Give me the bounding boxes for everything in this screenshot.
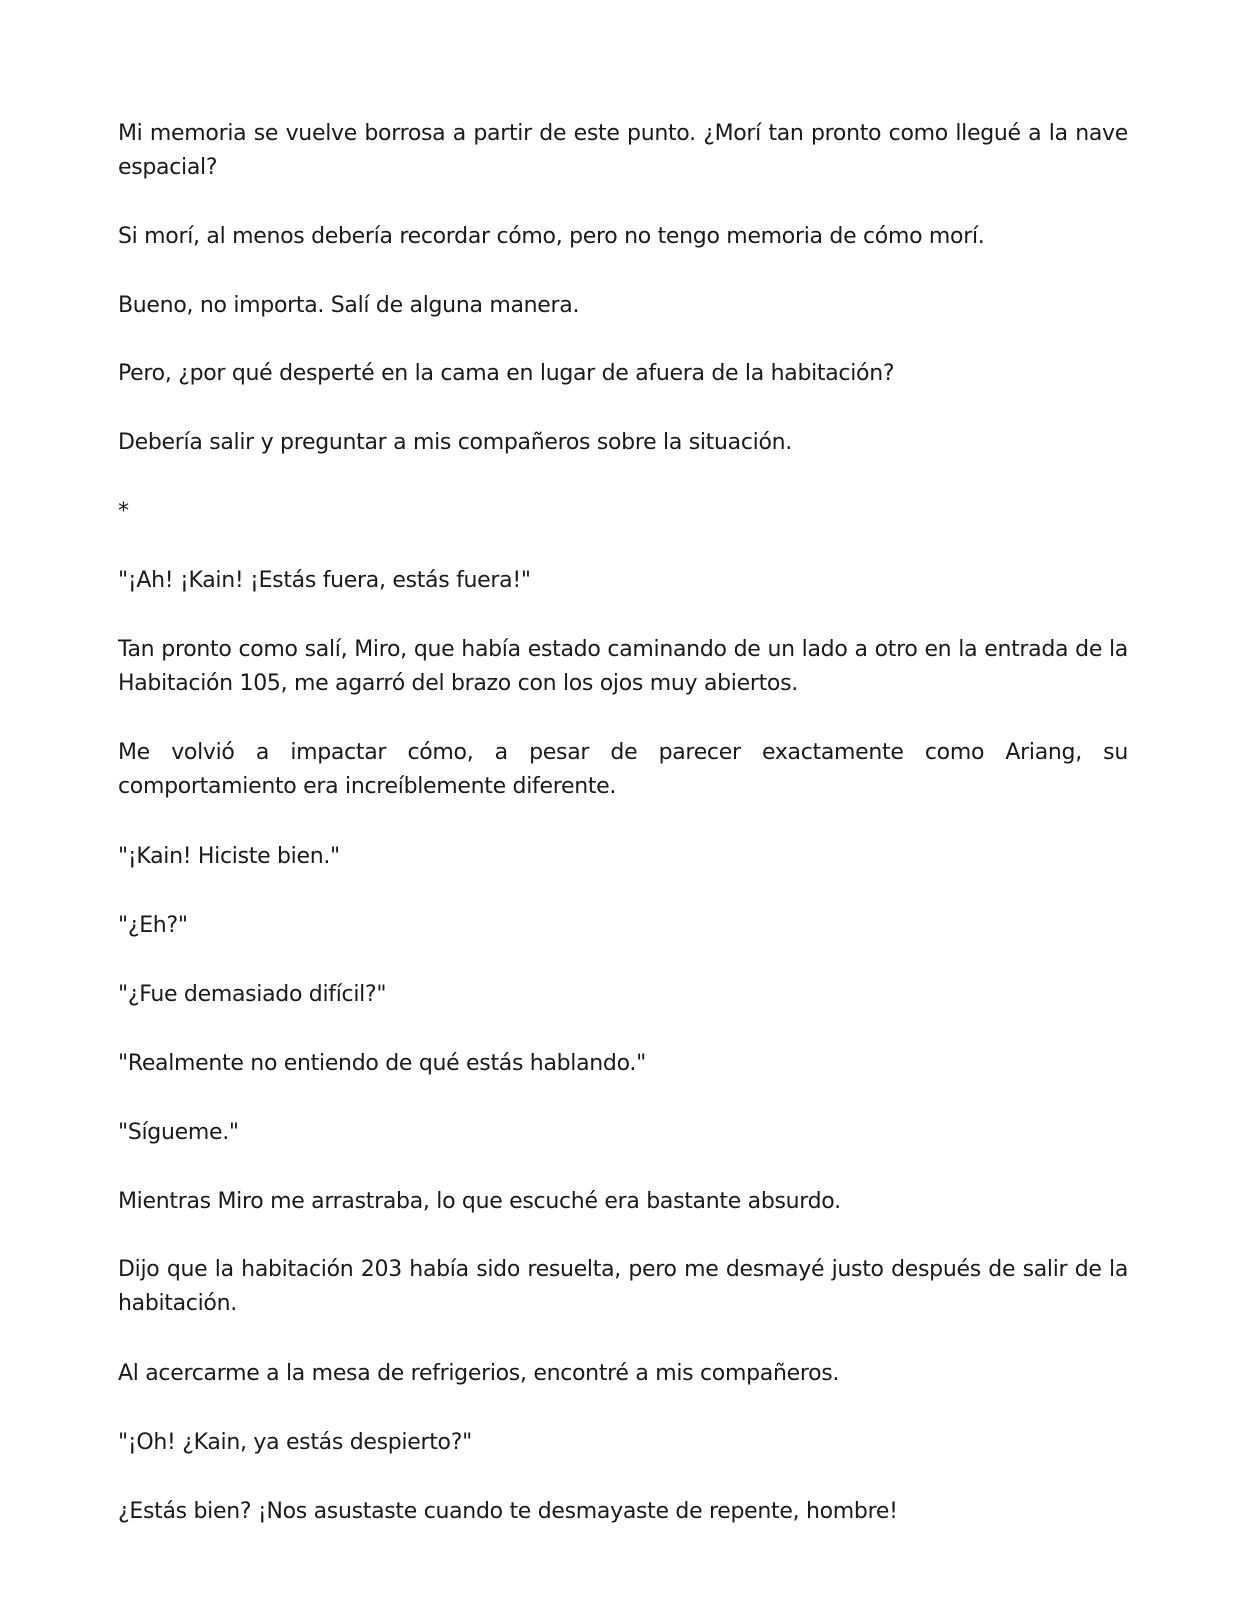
scene-break: * bbox=[118, 499, 129, 524]
paragraph-5: Debería salir y preguntar a mis compañeros sobre la situación. bbox=[118, 430, 792, 455]
paragraph-9: Me volvió a impactar cómo, a pesar de parecer exactamente como Ariang, su comportamiento era increíblemente diferente. bbox=[118, 740, 1128, 799]
paragraph-16: Dijo que la habitación 203 había sido resuelta, pero me desmayé justo después de salir de la habitación. bbox=[118, 1257, 1128, 1316]
paragraph-1: Mi memoria se vuelve borrosa a partir de este punto. ¿Morí tan pronto como llegué a la nave espacial? bbox=[118, 121, 1128, 180]
paragraph-7: "¡Ah! ¡Kain! ¡Estás fuera, estás fuera!" bbox=[118, 568, 531, 593]
paragraph-18: "¡Oh! ¿Kain, ya estás despierto?" bbox=[118, 1430, 472, 1455]
paragraph-13: "Realmente no entiendo de qué estás hablando." bbox=[118, 1051, 646, 1076]
paragraph-8: Tan pronto como salí, Miro, que había estado caminando de un lado a otro en la entrada de la Habitación 105, me agarró del brazo con los ojos muy abiertos. bbox=[118, 637, 1128, 696]
paragraph-17: Al acercarme a la mesa de refrigerios, encontré a mis compañeros. bbox=[118, 1361, 840, 1386]
paragraph-3: Bueno, no importa. Salí de alguna manera. bbox=[118, 293, 580, 318]
paragraph-19: ¿Estás bien? ¡Nos asustaste cuando te desmayaste de repente, hombre! bbox=[118, 1499, 898, 1524]
paragraph-12: "¿Fue demasiado difícil?" bbox=[118, 982, 387, 1007]
paragraph-11: "¿Eh?" bbox=[118, 913, 188, 938]
paragraph-4: Pero, ¿por qué desperté en la cama en lugar de afuera de la habitación? bbox=[118, 361, 895, 386]
paragraph-14: "Sígueme." bbox=[118, 1120, 239, 1145]
paragraph-15: Mientras Miro me arrastraba, lo que escuché era bastante absurdo. bbox=[118, 1189, 841, 1214]
paragraph-2: Si morí, al menos debería recordar cómo, pero no tengo memoria de cómo morí. bbox=[118, 224, 985, 249]
paragraph-10: "¡Kain! Hiciste bien." bbox=[118, 844, 340, 869]
